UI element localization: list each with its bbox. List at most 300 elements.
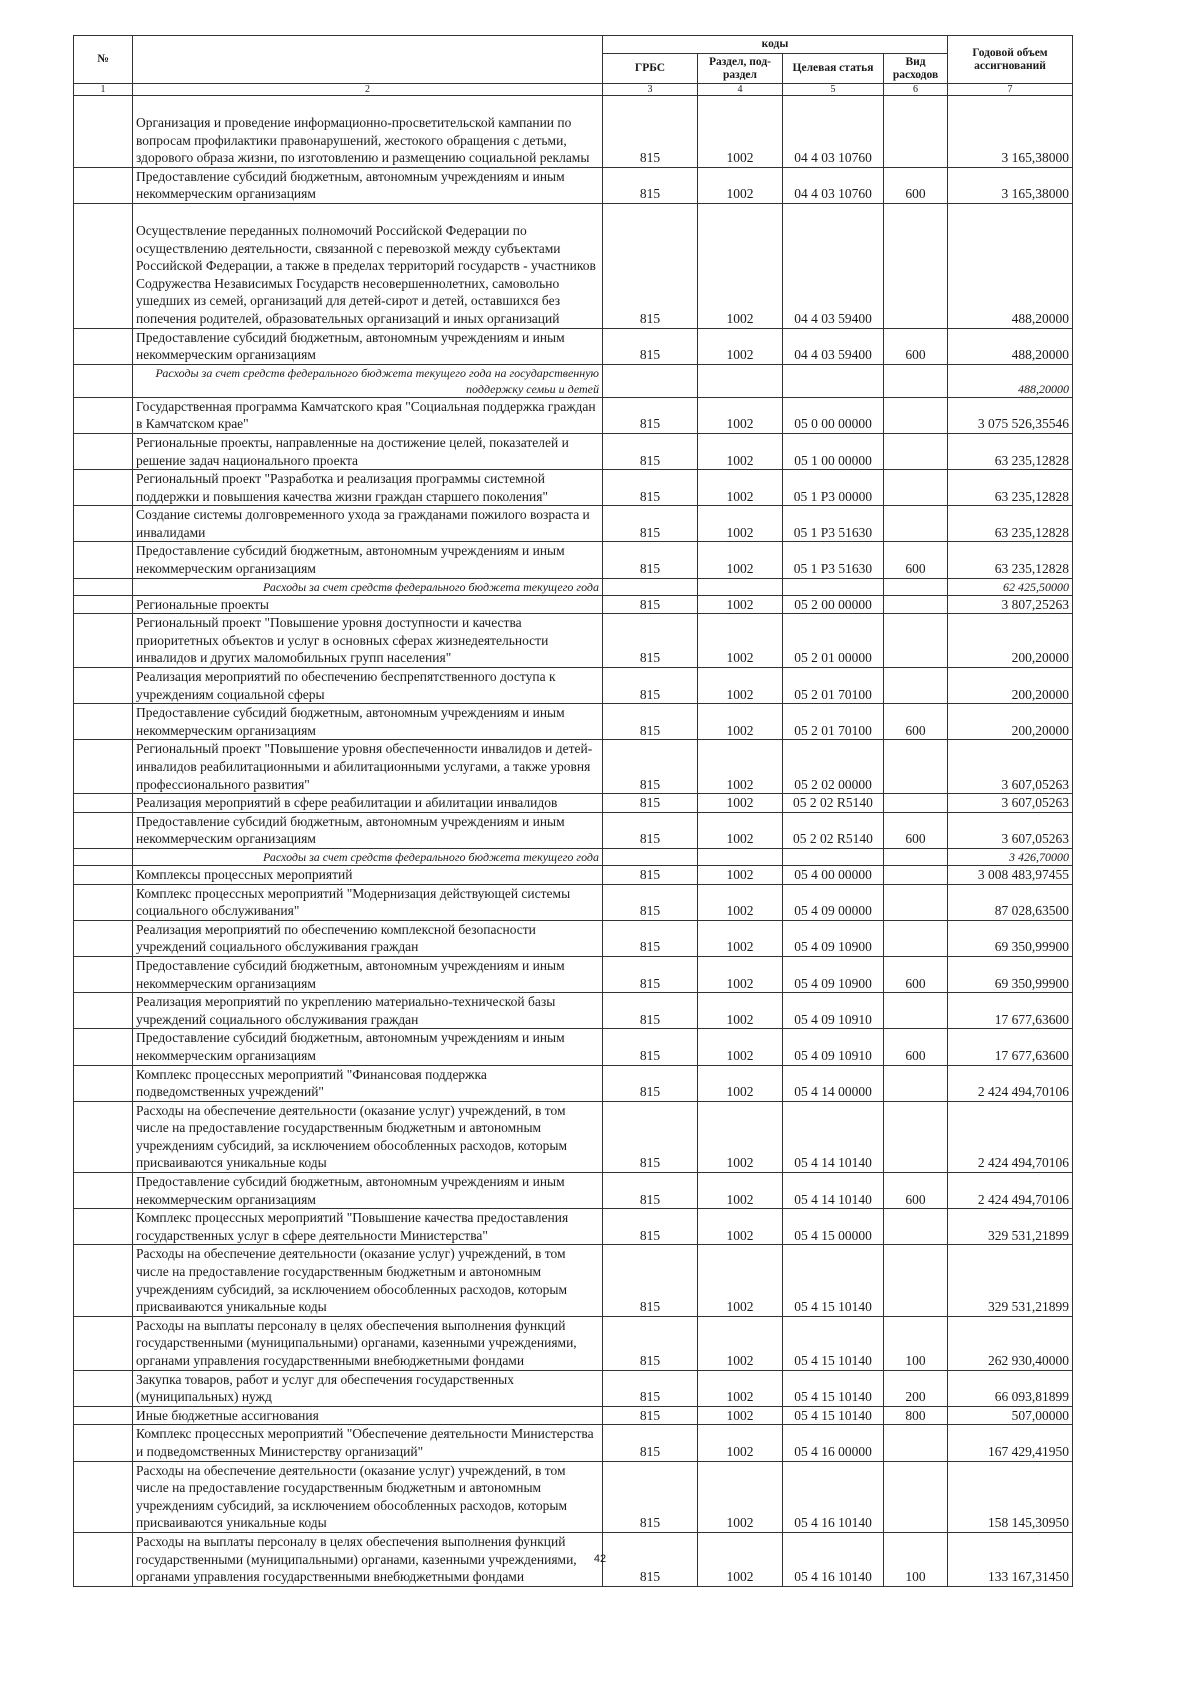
- row-target-article-cell: 05 4 09 10910: [783, 993, 884, 1029]
- table-row: [74, 1406, 1073, 1425]
- row-name-cell: Расходы на выплаты персоналу в целях обеспечения выполнения функций государственными (муниципальными) органами, казенными учреждениями, органами управления государственными внебюджетными фондами: [133, 1316, 603, 1370]
- row-razdel-cell: 1002: [698, 1406, 783, 1425]
- row-expense-type-cell: 600: [884, 1029, 948, 1065]
- row-name-cell: Расходы на выплаты персоналу в целях обеспечения выполнения функций государственными (муниципальными) органами, казенными учреждениями, органами управления государственными внебюджетными фондами: [133, 1532, 603, 1586]
- row-razdel-cell: 1002: [698, 1461, 783, 1532]
- row-amount-cell: 69 350,99900: [948, 956, 1073, 992]
- row-target-article-cell: 05 4 16 00000: [783, 1425, 884, 1461]
- row-number-cell: [74, 328, 133, 364]
- row-razdel-cell: 1002: [698, 167, 783, 203]
- row-expense-type-cell: 600: [884, 167, 948, 203]
- row-razdel-cell: 1002: [698, 203, 783, 328]
- row-expense-type-cell: [884, 794, 948, 813]
- row-expense-type-cell: [884, 364, 948, 397]
- table-row: [74, 956, 1073, 992]
- row-target-article-cell: 05 4 15 10140: [783, 1245, 884, 1316]
- row-razdel-cell: [698, 364, 783, 397]
- row-razdel-cell: 1002: [698, 1101, 783, 1172]
- index-4: 4: [698, 84, 783, 96]
- row-razdel-cell: 1002: [698, 506, 783, 542]
- row-expense-type-cell: 600: [884, 542, 948, 578]
- row-razdel-cell: 1002: [698, 740, 783, 794]
- table-row: [74, 884, 1073, 920]
- row-grbs-cell: 815: [603, 812, 698, 848]
- table-row: [74, 920, 1073, 956]
- row-razdel-cell: [698, 578, 783, 595]
- row-target-article-cell: 05 2 01 70100: [783, 668, 884, 704]
- row-target-article-cell: 05 4 14 10140: [783, 1101, 884, 1172]
- row-number-cell: [74, 1101, 133, 1172]
- row-grbs-cell: 815: [603, 668, 698, 704]
- row-target-article-cell: 05 1 00 00000: [783, 433, 884, 469]
- row-name-cell: Расходы за счет средств федерального бюджета текущего года: [133, 848, 603, 865]
- row-target-article-cell: [783, 364, 884, 397]
- table-row: [74, 595, 1073, 614]
- row-grbs-cell: 815: [603, 1532, 698, 1586]
- federal-budget-row: [74, 848, 1073, 865]
- row-razdel-cell: 1002: [698, 812, 783, 848]
- row-razdel-cell: 1002: [698, 433, 783, 469]
- row-amount-cell: 3 008 483,97455: [948, 865, 1073, 884]
- row-razdel-cell: 1002: [698, 956, 783, 992]
- row-expense-type-cell: 800: [884, 1406, 948, 1425]
- row-number-cell: [74, 203, 133, 328]
- budget-table-page: [73, 35, 1072, 1587]
- table-row: [74, 1209, 1073, 1245]
- row-amount-cell: 167 429,41950: [948, 1425, 1073, 1461]
- row-target-article-cell: 05 4 15 10140: [783, 1316, 884, 1370]
- row-grbs-cell: 815: [603, 1461, 698, 1532]
- row-number-cell: [74, 1461, 133, 1532]
- row-number-cell: [74, 740, 133, 794]
- row-amount-cell: 2 424 494,70106: [948, 1173, 1073, 1209]
- row-name-cell: Региональный проект "Повышение уровня обеспеченности инвалидов и детей-инвалидов реабилитационными и абилитационными услугами, а также уровня профессионального развития": [133, 740, 603, 794]
- row-grbs-cell: 815: [603, 328, 698, 364]
- row-number-cell: [74, 506, 133, 542]
- row-grbs-cell: 815: [603, 1173, 698, 1209]
- row-name-cell: Предоставление субсидий бюджетным, автономным учреждениям и иным некоммерческим организациям: [133, 542, 603, 578]
- row-number-cell: [74, 1173, 133, 1209]
- row-razdel-cell: 1002: [698, 595, 783, 614]
- index-1: 1: [74, 84, 133, 96]
- row-expense-type-cell: [884, 740, 948, 794]
- row-amount-cell: 87 028,63500: [948, 884, 1073, 920]
- row-number-cell: [74, 167, 133, 203]
- row-name-cell: Расходы за счет средств федерального бюджета текущего года: [133, 578, 603, 595]
- row-name-cell: Предоставление субсидий бюджетным, автономным учреждениям и иным некоммерческим организациям: [133, 1029, 603, 1065]
- row-number-cell: [74, 668, 133, 704]
- row-name-cell: Расходы на обеспечение деятельности (оказание услуг) учреждений, в том числе на предоставление государственным бюджетным и автономным учреждениям субсидий, за исключением обособленных расходов, которым присваиваются уникальные коды: [133, 1101, 603, 1172]
- row-amount-cell: 158 145,30950: [948, 1461, 1073, 1532]
- row-target-article-cell: 05 4 14 00000: [783, 1065, 884, 1101]
- index-5: 5: [783, 84, 884, 96]
- row-grbs-cell: 815: [603, 865, 698, 884]
- row-grbs-cell: 815: [603, 740, 698, 794]
- row-number-cell: [74, 1406, 133, 1425]
- row-target-article-cell: 05 1 P3 51630: [783, 506, 884, 542]
- row-amount-cell: 63 235,12828: [948, 506, 1073, 542]
- index-7: 7: [948, 84, 1073, 96]
- table-row: [74, 812, 1073, 848]
- row-target-article-cell: 05 4 09 10910: [783, 1029, 884, 1065]
- row-name-cell: Реализация мероприятий по обеспечению комплексной безопасности учреждений социального обслуживания граждан: [133, 920, 603, 956]
- row-grbs-cell: 815: [603, 595, 698, 614]
- row-amount-cell: 2 424 494,70106: [948, 1101, 1073, 1172]
- row-razdel-cell: 1002: [698, 614, 783, 668]
- row-expense-type-cell: [884, 1209, 948, 1245]
- row-grbs-cell: 815: [603, 506, 698, 542]
- header-razdel: Раздел, под-раздел: [698, 54, 783, 84]
- row-name-cell: Государственная программа Камчатского края "Социальная поддержка граждан в Камчатском крае": [133, 397, 603, 433]
- header-name: [133, 36, 603, 84]
- row-expense-type-cell: [884, 920, 948, 956]
- table-row: [74, 1461, 1073, 1532]
- row-number-cell: [74, 1245, 133, 1316]
- row-name-cell: Расходы на обеспечение деятельности (оказание услуг) учреждений, в том числе на предоставление государственным бюджетным и автономным учреждениям субсидий, за исключением обособленных расходов, которым присваиваются уникальные коды: [133, 1461, 603, 1532]
- row-number-cell: [74, 1425, 133, 1461]
- row-razdel-cell: 1002: [698, 397, 783, 433]
- row-razdel-cell: 1002: [698, 668, 783, 704]
- table-header: [74, 36, 1073, 96]
- row-razdel-cell: 1002: [698, 542, 783, 578]
- row-grbs-cell: 815: [603, 167, 698, 203]
- row-grbs-cell: 815: [603, 1101, 698, 1172]
- row-expense-type-cell: [884, 506, 948, 542]
- row-target-article-cell: 05 2 01 00000: [783, 614, 884, 668]
- row-name-cell: Региональный проект "Разработка и реализация программы системной поддержки и повышения качества жизни граждан старшего поколения": [133, 470, 603, 506]
- row-number-cell: [74, 848, 133, 865]
- table-row: [74, 433, 1073, 469]
- row-target-article-cell: 05 2 01 70100: [783, 704, 884, 740]
- row-amount-cell: 17 677,63600: [948, 1029, 1073, 1065]
- row-grbs-cell: [603, 848, 698, 865]
- row-name-cell: Региональные проекты, направленные на достижение целей, показателей и решение задач национального проекта: [133, 433, 603, 469]
- row-grbs-cell: 815: [603, 956, 698, 992]
- row-number-cell: [74, 812, 133, 848]
- row-expense-type-cell: [884, 1101, 948, 1172]
- row-name-cell: Комплекс процессных мероприятий "Модернизация действующей системы социального обслуживания": [133, 884, 603, 920]
- row-grbs-cell: [603, 578, 698, 595]
- table-row: [74, 397, 1073, 433]
- row-amount-cell: 3 607,05263: [948, 740, 1073, 794]
- row-name-cell: Расходы за счет средств федерального бюджета текущего года на государственную поддержку семьи и детей: [133, 364, 603, 397]
- row-target-article-cell: 05 2 02 R5140: [783, 812, 884, 848]
- row-grbs-cell: 815: [603, 993, 698, 1029]
- row-grbs-cell: 815: [603, 1316, 698, 1370]
- row-amount-cell: 63 235,12828: [948, 542, 1073, 578]
- header-vid: Вид расходов: [884, 54, 948, 84]
- header-codes: коды: [603, 36, 948, 54]
- row-amount-cell: 3 426,70000: [948, 848, 1073, 865]
- row-razdel-cell: 1002: [698, 884, 783, 920]
- header-celevaya: Целевая статья: [783, 54, 884, 84]
- row-expense-type-cell: 200: [884, 1370, 948, 1406]
- row-number-cell: [74, 578, 133, 595]
- row-target-article-cell: 05 4 15 00000: [783, 1209, 884, 1245]
- row-number-cell: [74, 1209, 133, 1245]
- row-amount-cell: 3 075 526,35546: [948, 397, 1073, 433]
- row-name-cell: Закупка товаров, работ и услуг для обеспечения государственных (муниципальных) нужд: [133, 1370, 603, 1406]
- row-grbs-cell: 815: [603, 614, 698, 668]
- row-grbs-cell: 815: [603, 920, 698, 956]
- row-razdel-cell: 1002: [698, 920, 783, 956]
- row-amount-cell: 488,20000: [948, 364, 1073, 397]
- row-razdel-cell: [698, 848, 783, 865]
- index-3: 3: [603, 84, 698, 96]
- row-target-article-cell: 05 1 P3 51630: [783, 542, 884, 578]
- row-razdel-cell: 1002: [698, 1370, 783, 1406]
- row-name-cell: Иные бюджетные ассигнования: [133, 1406, 603, 1425]
- row-razdel-cell: 1002: [698, 794, 783, 813]
- row-amount-cell: 69 350,99900: [948, 920, 1073, 956]
- row-amount-cell: 488,20000: [948, 203, 1073, 328]
- row-target-article-cell: 05 4 09 00000: [783, 884, 884, 920]
- row-amount-cell: 488,20000: [948, 328, 1073, 364]
- row-expense-type-cell: [884, 578, 948, 595]
- row-grbs-cell: 815: [603, 433, 698, 469]
- row-amount-cell: 3 165,38000: [948, 167, 1073, 203]
- row-grbs-cell: [603, 364, 698, 397]
- row-name-cell: Предоставление субсидий бюджетным, автономным учреждениям и иным некоммерческим организациям: [133, 1173, 603, 1209]
- row-amount-cell: 3 165,38000: [948, 96, 1073, 168]
- header-num: №: [74, 36, 133, 84]
- row-number-cell: [74, 1065, 133, 1101]
- row-expense-type-cell: [884, 884, 948, 920]
- row-target-article-cell: 05 0 00 00000: [783, 397, 884, 433]
- row-number-cell: [74, 865, 133, 884]
- row-expense-type-cell: 600: [884, 956, 948, 992]
- row-grbs-cell: 815: [603, 1209, 698, 1245]
- federal-budget-row: [74, 578, 1073, 595]
- row-name-cell: Комплекс процессных мероприятий "Финансовая поддержка подведомственных учреждений": [133, 1065, 603, 1101]
- table-row: [74, 614, 1073, 668]
- row-amount-cell: 507,00000: [948, 1406, 1073, 1425]
- row-name-cell: Региональный проект "Повышение уровня доступности и качества приоритетных объектов и услуг в основных сферах жизнедеятельности инвалидов и других маломобильных групп населения": [133, 614, 603, 668]
- row-amount-cell: 200,20000: [948, 704, 1073, 740]
- row-expense-type-cell: [884, 865, 948, 884]
- index-6: 6: [884, 84, 948, 96]
- row-target-article-cell: 05 4 09 10900: [783, 956, 884, 992]
- row-amount-cell: 329 531,21899: [948, 1245, 1073, 1316]
- row-target-article-cell: 05 2 02 00000: [783, 740, 884, 794]
- table-row: [74, 1316, 1073, 1370]
- row-number-cell: [74, 956, 133, 992]
- table-row: [74, 1029, 1073, 1065]
- table-row: [74, 1173, 1073, 1209]
- row-name-cell: Предоставление субсидий бюджетным, автономным учреждениям и иным некоммерческим организациям: [133, 328, 603, 364]
- row-name-cell: Организация и проведение информационно-просветительской кампании по вопросам профилактики правонарушений, жестокого обращения с детьми, здорового образа жизни, по изготовлению и размещению социальной рекламы: [133, 96, 603, 168]
- row-grbs-cell: 815: [603, 397, 698, 433]
- row-target-article-cell: 04 4 03 59400: [783, 328, 884, 364]
- row-expense-type-cell: 600: [884, 704, 948, 740]
- table-row: [74, 865, 1073, 884]
- row-amount-cell: 62 425,50000: [948, 578, 1073, 595]
- row-target-article-cell: 05 4 15 10140: [783, 1406, 884, 1425]
- row-razdel-cell: 1002: [698, 993, 783, 1029]
- row-expense-type-cell: [884, 614, 948, 668]
- row-amount-cell: 63 235,12828: [948, 433, 1073, 469]
- row-expense-type-cell: 600: [884, 812, 948, 848]
- table-row: [74, 794, 1073, 813]
- row-amount-cell: 63 235,12828: [948, 470, 1073, 506]
- row-name-cell: Комплекс процессных мероприятий "Повышение качества предоставления государственных услуг в сфере деятельности Министерства": [133, 1209, 603, 1245]
- row-expense-type-cell: [884, 848, 948, 865]
- row-expense-type-cell: [884, 203, 948, 328]
- row-number-cell: [74, 993, 133, 1029]
- row-razdel-cell: 1002: [698, 704, 783, 740]
- row-razdel-cell: 1002: [698, 1425, 783, 1461]
- row-number-cell: [74, 1370, 133, 1406]
- row-name-cell: Предоставление субсидий бюджетным, автономным учреждениям и иным некоммерческим организациям: [133, 167, 603, 203]
- row-expense-type-cell: 600: [884, 328, 948, 364]
- row-number-cell: [74, 1316, 133, 1370]
- row-razdel-cell: 1002: [698, 1173, 783, 1209]
- row-number-cell: [74, 433, 133, 469]
- row-grbs-cell: 815: [603, 1370, 698, 1406]
- row-grbs-cell: 815: [603, 1406, 698, 1425]
- row-name-cell: Региональные проекты: [133, 595, 603, 614]
- row-target-article-cell: [783, 578, 884, 595]
- row-amount-cell: 133 167,31450: [948, 1532, 1073, 1586]
- table-row: [74, 470, 1073, 506]
- index-2: 2: [133, 84, 603, 96]
- row-grbs-cell: 815: [603, 203, 698, 328]
- row-target-article-cell: 05 2 02 R5140: [783, 794, 884, 813]
- row-amount-cell: 2 424 494,70106: [948, 1065, 1073, 1101]
- row-target-article-cell: 04 4 03 10760: [783, 96, 884, 168]
- row-amount-cell: 3 607,05263: [948, 812, 1073, 848]
- row-amount-cell: 66 093,81899: [948, 1370, 1073, 1406]
- row-target-article-cell: 05 4 16 10140: [783, 1461, 884, 1532]
- row-name-cell: Расходы на обеспечение деятельности (оказание услуг) учреждений, в том числе на предоставление государственным бюджетным и автономным учреждениям субсидий, за исключением обособленных расходов, которым присваиваются уникальные коды: [133, 1245, 603, 1316]
- row-amount-cell: 3 607,05263: [948, 794, 1073, 813]
- table-row: [74, 1245, 1073, 1316]
- row-expense-type-cell: [884, 397, 948, 433]
- row-name-cell: Комплексы процессных мероприятий: [133, 865, 603, 884]
- row-razdel-cell: 1002: [698, 1029, 783, 1065]
- row-number-cell: [74, 364, 133, 397]
- row-number-cell: [74, 542, 133, 578]
- table-row: [74, 668, 1073, 704]
- table-row: [74, 203, 1073, 328]
- row-amount-cell: 262 930,40000: [948, 1316, 1073, 1370]
- row-number-cell: [74, 470, 133, 506]
- table-row: [74, 704, 1073, 740]
- row-target-article-cell: 04 4 03 10760: [783, 167, 884, 203]
- row-razdel-cell: 1002: [698, 1065, 783, 1101]
- row-grbs-cell: 815: [603, 884, 698, 920]
- row-grbs-cell: 815: [603, 1065, 698, 1101]
- header-volume: Годовой объем ассигнований: [948, 36, 1073, 84]
- row-razdel-cell: 1002: [698, 865, 783, 884]
- row-number-cell: [74, 397, 133, 433]
- row-grbs-cell: 815: [603, 704, 698, 740]
- row-expense-type-cell: [884, 595, 948, 614]
- row-name-cell: Предоставление субсидий бюджетным, автономным учреждениям и иным некоммерческим организациям: [133, 956, 603, 992]
- row-name-cell: Реализация мероприятий по укреплению материально-технической базы учреждений социального обслуживания граждан: [133, 993, 603, 1029]
- row-name-cell: Предоставление субсидий бюджетным, автономным учреждениям и иным некоммерческим организациям: [133, 704, 603, 740]
- row-razdel-cell: 1002: [698, 328, 783, 364]
- row-razdel-cell: 1002: [698, 1316, 783, 1370]
- row-grbs-cell: 815: [603, 1029, 698, 1065]
- row-target-article-cell: 05 4 16 10140: [783, 1532, 884, 1586]
- row-number-cell: [74, 1029, 133, 1065]
- row-razdel-cell: 1002: [698, 96, 783, 168]
- row-name-cell: Реализация мероприятий по обеспечению беспрепятственного доступа к учреждениям социальной сферы: [133, 668, 603, 704]
- federal-budget-row: [74, 364, 1073, 397]
- table-row: [74, 1065, 1073, 1101]
- row-expense-type-cell: [884, 1245, 948, 1316]
- row-number-cell: [74, 704, 133, 740]
- row-grbs-cell: 815: [603, 1425, 698, 1461]
- row-target-article-cell: 05 4 00 00000: [783, 865, 884, 884]
- row-expense-type-cell: [884, 1425, 948, 1461]
- row-razdel-cell: 1002: [698, 1209, 783, 1245]
- row-grbs-cell: 815: [603, 542, 698, 578]
- row-expense-type-cell: [884, 1461, 948, 1532]
- row-target-article-cell: 04 4 03 59400: [783, 203, 884, 328]
- table-row: [74, 328, 1073, 364]
- row-target-article-cell: 05 1 P3 00000: [783, 470, 884, 506]
- table-row: [74, 506, 1073, 542]
- row-number-cell: [74, 595, 133, 614]
- row-expense-type-cell: 600: [884, 1173, 948, 1209]
- row-razdel-cell: 1002: [698, 1532, 783, 1586]
- row-name-cell: Предоставление субсидий бюджетным, автономным учреждениям и иным некоммерческим организациям: [133, 812, 603, 848]
- row-number-cell: [74, 884, 133, 920]
- row-expense-type-cell: [884, 433, 948, 469]
- row-expense-type-cell: [884, 1065, 948, 1101]
- row-expense-type-cell: [884, 993, 948, 1029]
- table-row: [74, 1101, 1073, 1172]
- table-row: [74, 542, 1073, 578]
- row-amount-cell: 200,20000: [948, 614, 1073, 668]
- table-row: [74, 96, 1073, 168]
- table-row: [74, 167, 1073, 203]
- budget-table: [73, 35, 1073, 1587]
- row-name-cell: Создание системы долговременного ухода за гражданами пожилого возраста и инвалидами: [133, 506, 603, 542]
- table-row: [74, 1425, 1073, 1461]
- table-body: [74, 96, 1073, 1587]
- row-grbs-cell: 815: [603, 96, 698, 168]
- row-expense-type-cell: [884, 668, 948, 704]
- row-target-article-cell: 05 4 09 10900: [783, 920, 884, 956]
- row-number-cell: [74, 96, 133, 168]
- row-grbs-cell: 815: [603, 1245, 698, 1316]
- row-number-cell: [74, 920, 133, 956]
- row-expense-type-cell: [884, 470, 948, 506]
- table-row: [74, 740, 1073, 794]
- row-target-article-cell: [783, 848, 884, 865]
- row-expense-type-cell: 100: [884, 1316, 948, 1370]
- row-amount-cell: 329 531,21899: [948, 1209, 1073, 1245]
- row-expense-type-cell: [884, 96, 948, 168]
- table-row: [74, 993, 1073, 1029]
- row-amount-cell: 3 807,25263: [948, 595, 1073, 614]
- row-razdel-cell: 1002: [698, 1245, 783, 1316]
- row-expense-type-cell: 100: [884, 1532, 948, 1586]
- row-amount-cell: 17 677,63600: [948, 993, 1073, 1029]
- row-number-cell: [74, 794, 133, 813]
- row-target-article-cell: 05 2 00 00000: [783, 595, 884, 614]
- row-name-cell: Реализация мероприятий в сфере реабилитации и абилитации инвалидов: [133, 794, 603, 813]
- row-name-cell: Комплекс процессных мероприятий "Обеспечение деятельности Министерства и подведомственных Министерству организаций": [133, 1425, 603, 1461]
- page-number: 42: [593, 1553, 607, 1565]
- row-amount-cell: 200,20000: [948, 668, 1073, 704]
- table-row: [74, 1370, 1073, 1406]
- row-target-article-cell: 05 4 14 10140: [783, 1173, 884, 1209]
- row-razdel-cell: 1002: [698, 470, 783, 506]
